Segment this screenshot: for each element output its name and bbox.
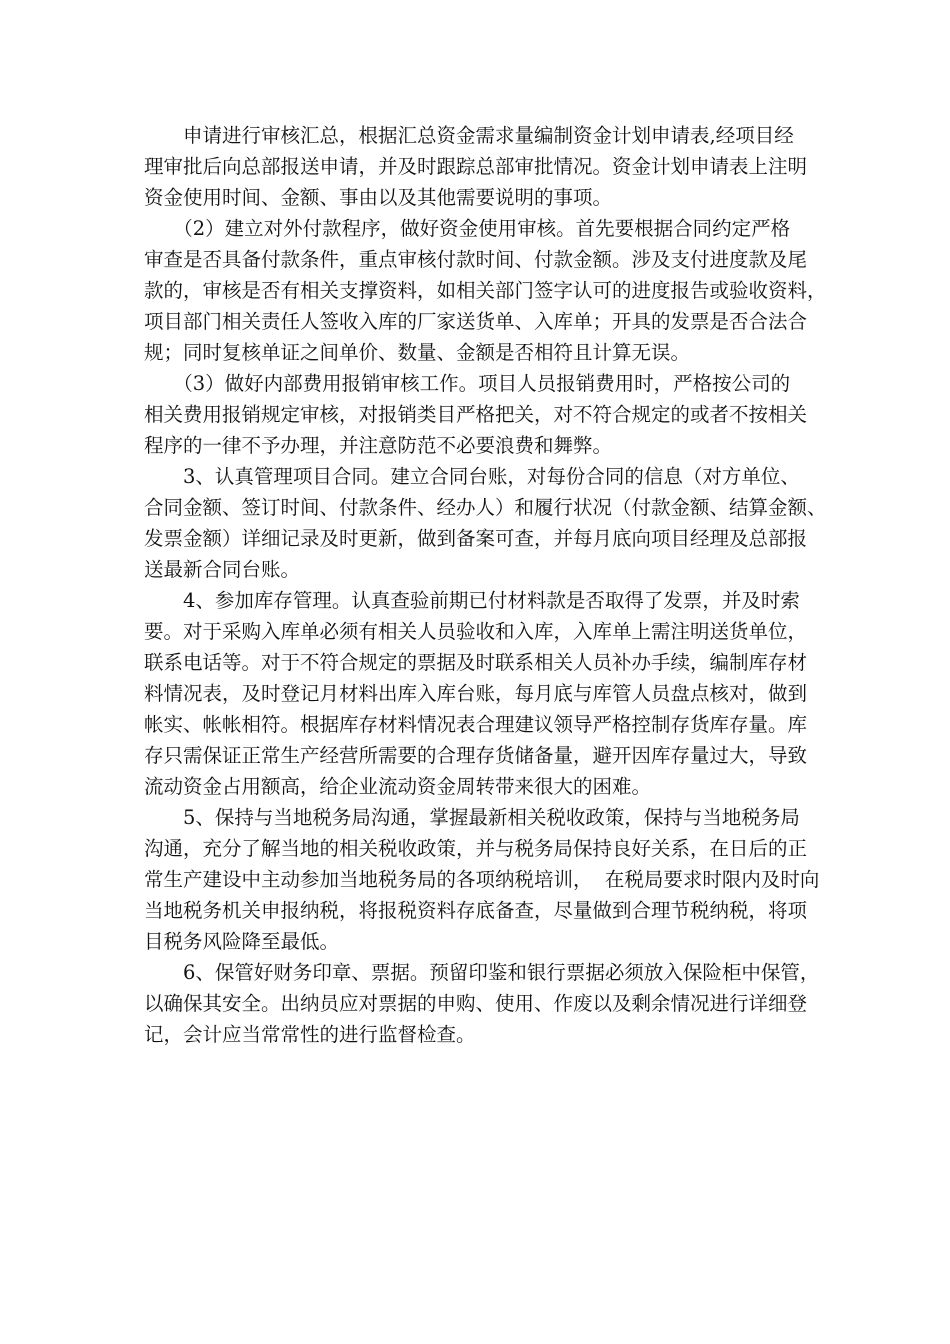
paragraph-line: 发票金额）详细记录及时更新，做到备案可查，并每月底向项目经理及总部报 [144, 527, 808, 550]
paragraph-line: 规；同时复核单证之间单价、数量、金额是否相符且计算无误。 [144, 341, 691, 364]
paragraph-line: 常生产建设中主动参加当地税务局的各项纳税培训， 在税局要求时限内及时向 [144, 868, 820, 891]
paragraph-line: 资金使用时间、金额、事由以及其他需要说明的事项。 [144, 186, 613, 209]
paragraph-line: 要。对于采购入库单必须有相关人员验收和入库，入库单上需注明送货单位， [144, 620, 808, 643]
paragraph-line: 送最新合同台账。 [144, 558, 301, 581]
paragraph-line: 程序的一律不予办理，并注意防范不必要浪费和舞弊。 [144, 434, 613, 457]
paragraph-p1 [144, 120, 812, 213]
paragraph-line: （3）做好内部费用报销审核工作。项目人员报销费用时，严格按公司的 [173, 372, 791, 395]
paragraph-line: 6、保管好财务印章、票据。预留印鉴和银行票据必须放入保险柜中保管， [183, 961, 820, 984]
paragraph-line: 理审批后向总部报送申请，并及时跟踪总部审批情况。资金计划申请表上注明 [144, 155, 808, 178]
document-body [144, 120, 827, 1050]
paragraph-line: 申请进行审核汇总，根据汇总资金需求量编制资金计划申请表,经项目经 [183, 124, 794, 147]
paragraph-p2 [144, 213, 827, 368]
paragraph-line: 料情况表，及时登记月材料出库入库台账，每月底与库管人员盘点核对，做到 [144, 682, 808, 705]
paragraph-line: 5、保持与当地税务局沟通，掌握最新相关税收政策，保持与当地税务局 [183, 806, 800, 829]
paragraph-line: 联系电话等。对于不符合规定的票据及时联系相关人员补办手续，编制库存材 [144, 651, 808, 674]
paragraph-line: 合同金额、签订时间、付款条件、经办人）和履行状况（付款金额、结算金额、 [144, 496, 827, 519]
paragraph-line: 4、参加库存管理。认真查验前期已付材料款是否取得了发票，并及时索 [183, 589, 800, 612]
paragraph-line: 3、认真管理项目合同。建立合同台账，对每份合同的信息（对方单位、 [183, 465, 800, 488]
paragraph-line: （2）建立对外付款程序，做好资金使用审核。首先要根据合同约定严格 [173, 217, 791, 240]
paragraph-line: 款的，审核是否有相关支撑资料，如相关部门签字认可的进度报告或验收资料， [144, 279, 827, 302]
paragraph-p7 [144, 957, 820, 1050]
paragraph-line: 以确保其安全。出纳员应对票据的申购、使用、作废以及剩余情况进行详细登 [144, 992, 808, 1015]
paragraph-line: 沟通，充分了解当地的相关税收政策，并与税务局保持良好关系，在日后的正 [144, 837, 808, 860]
paragraph-line: 当地税务机关申报纳税，将报税资料存底备查，尽量做到合理节税纳税，将项 [144, 899, 808, 922]
paragraph-line: 存只需保证正常生产经营所需要的合理存货储备量，避开因库存量过大，导致 [144, 744, 808, 767]
paragraph-line: 帐实、帐帐相符。根据库存材料情况表合理建议领导严格控制存货库存量。库 [144, 713, 808, 736]
paragraph-line: 项目部门相关责任人签收入库的厂家送货单、入库单；开具的发票是否合法合 [144, 310, 808, 333]
paragraph-line: 目税务风险降至最低。 [144, 930, 340, 953]
paragraph-p3 [144, 368, 812, 461]
paragraph-p4 [144, 461, 827, 585]
paragraph-line: 记，会计应当常常性的进行监督检查。 [144, 1023, 476, 1046]
paragraph-line: 审查是否具备付款条件，重点审核付款时间、付款金额。涉及支付进度款及尾 [144, 248, 808, 271]
paragraph-line: 相关费用报销规定审核，对报销类目严格把关，对不符合规定的或者不按相关 [144, 403, 808, 426]
paragraph-p6 [144, 802, 820, 957]
paragraph-p5 [144, 585, 812, 802]
paragraph-line: 流动资金占用额高，给企业流动资金周转带来很大的困难。 [144, 775, 652, 798]
